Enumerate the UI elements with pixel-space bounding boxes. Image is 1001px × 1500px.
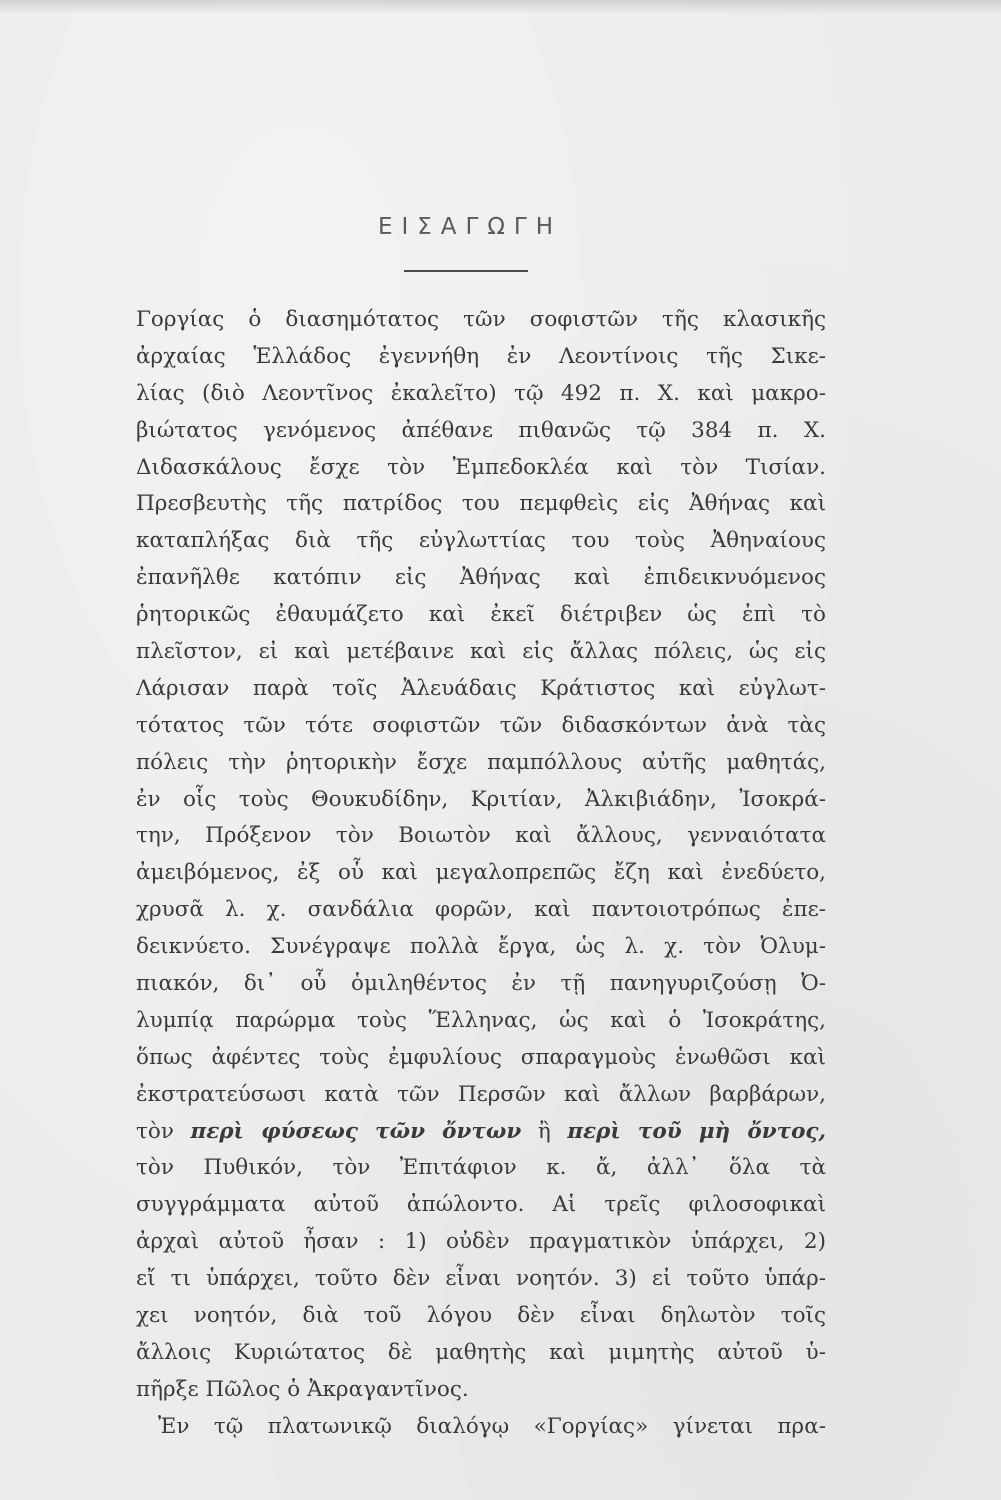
text-line: λίας (διὸ Λεοντῖνος ἐκαλεῖτο) τῷ 492 π. Χ. καὶ μακρο- <box>136 380 826 406</box>
text-line: τότατος τῶν τότε σοφιστῶν τῶν διδασκόντων ἀνὰ τὰς <box>136 712 826 738</box>
text-line: ἐπανῆλθε κατόπιν εἰς Ἀθήνας καὶ ἐπιδεικνυόμενος <box>136 565 826 591</box>
text-line: καταπλήξας διὰ τῆς εὐγλωττίας του τοὺς Ἀθηναίους <box>136 528 826 554</box>
text-line: πλεῖστον, εἰ καὶ μετέβαινε καὶ εἰς ἄλλας πόλεις, ὡς εἰς <box>136 639 826 665</box>
text-line: πιακόν, δι᾽ οὗ ὁμιληθέντος ἐν τῇ πανηγυριζούσῃ Ὀ- <box>136 971 826 997</box>
work-title-on-non-being: περὶ τοῦ μὴ ὄντος, <box>567 1118 826 1144</box>
text-line: ἐν οἷς τοὺς Θουκυδίδην, Κριτίαν, Ἀλκιβιάδην, Ἰσοκρά- <box>136 786 826 812</box>
text-line: Γοργίας ὁ διασημότατος τῶν σοφιστῶν τῆς κλασικῆς <box>136 307 826 332</box>
chapter-heading: ΕΙΣΑΓΩΓΗ <box>377 214 563 240</box>
text-line: ἀρχαὶ αὐτοῦ ἦσαν : 1) οὐδὲν πραγματικὸν ὑπάρχει, 2) <box>136 1229 826 1255</box>
text-line: Πρεσβευτὴς τῆς πατρίδος του πεμφθεὶς εἰς Ἀθήνας καὶ <box>136 491 826 517</box>
text-line: πόλεις τὴν ῥητορικὴν ἔσχε παμπόλλους αὐτῆς μαθητάς, <box>136 749 826 775</box>
text-line: βιώτατος γενόμενος ἀπέθανε πιθανῶς τῷ 384 π. Χ. <box>136 417 826 443</box>
text-line: την, Πρόξενον τὸν Βοιωτὸν καὶ ἄλλους, γενναιότατα <box>136 823 826 849</box>
text-line: τὸν Πυθικόν, τὸν Ἐπιτάφιον κ. ἄ, ἀλλ᾽ ὅλα τὰ <box>136 1155 826 1181</box>
page-top-edge <box>0 0 1001 14</box>
heading-rule <box>404 270 528 272</box>
text-line: Λάρισαν παρὰ τοῖς Ἀλευάδαις Κράτιστος καὶ εὐγλωτ- <box>136 675 826 701</box>
body-text <box>136 302 826 1446</box>
text-line: ῥητορικῶς ἐθαυμάζετο καὶ ἐκεῖ διέτριβεν ὡς ἐπὶ τὸ <box>136 602 826 628</box>
text-line: ὅπως ἀφέντες τοὺς ἐμφυλίους σπαραγμοὺς ἑνωθῶσι καὶ <box>136 1044 826 1070</box>
text-line: ἐκστρατεύσωσι κατὰ τῶν Περσῶν καὶ ἄλλων βαρβάρων, <box>136 1081 826 1107</box>
paragraph-last-line: πῆρξε Πῶλος ὁ Ἀκραγαντῖνος. <box>136 1376 469 1402</box>
text-line: χρυσᾶ λ. χ. σανδάλια φορῶν, καὶ παντοιοτρόπως ἐπε- <box>136 897 826 923</box>
text-line: λυμπίᾳ παρώρμα τοὺς Ἕλληνας, ὡς καὶ ὁ Ἰσοκράτης, <box>136 1007 826 1033</box>
text-line: συγγράμματα αὐτοῦ ἀπώλοντο. Αἱ τρεῖς φιλοσοφικαὶ <box>136 1192 826 1218</box>
text-line: χει νοητόν, διὰ τοῦ λόγου δὲν εἶναι δηλωτὸν τοῖς <box>136 1303 826 1329</box>
text-line: ἀμειβόμενος, ἐξ οὗ καὶ μεγαλοπρεπῶς ἔζη καὶ ἐνεδύετο, <box>136 860 826 886</box>
text-line: Διδασκάλους ἔσχε τὸν Ἐμπεδοκλέα καὶ τὸν Τισίαν. <box>136 454 826 480</box>
works-prefix: τὸν <box>136 1118 174 1144</box>
works-title-line <box>136 1114 826 1151</box>
text-line: εἴ τι ὑπάρχει, τοῦτο δὲν εἶναι νοητόν. 3) εἰ τοῦτο ὑπάρ- <box>136 1266 826 1292</box>
paragraph-first-line: Ἐν τῷ πλατωνικῷ διαλόγῳ «Γοργίας» γίνεται πρα- <box>158 1413 826 1439</box>
works-conjunction: ἢ <box>537 1118 551 1144</box>
text-line: δεικνύετο. Συνέγραψε πολλὰ ἔργα, ὡς λ. χ. τὸν Ὀλυμ- <box>136 934 826 960</box>
text-line: ἄλλοις Κυριώτατος δὲ μαθητὴς καὶ μιμητὴς αὐτοῦ ὑ- <box>136 1339 826 1365</box>
work-title-on-nature: περὶ φύσεως τῶν ὄντων <box>190 1118 522 1144</box>
text-line: ἀρχαίας Ἑλλάδος ἐγεννήθη ἐν Λεοντίνοις τῆς Σικε- <box>136 343 826 369</box>
